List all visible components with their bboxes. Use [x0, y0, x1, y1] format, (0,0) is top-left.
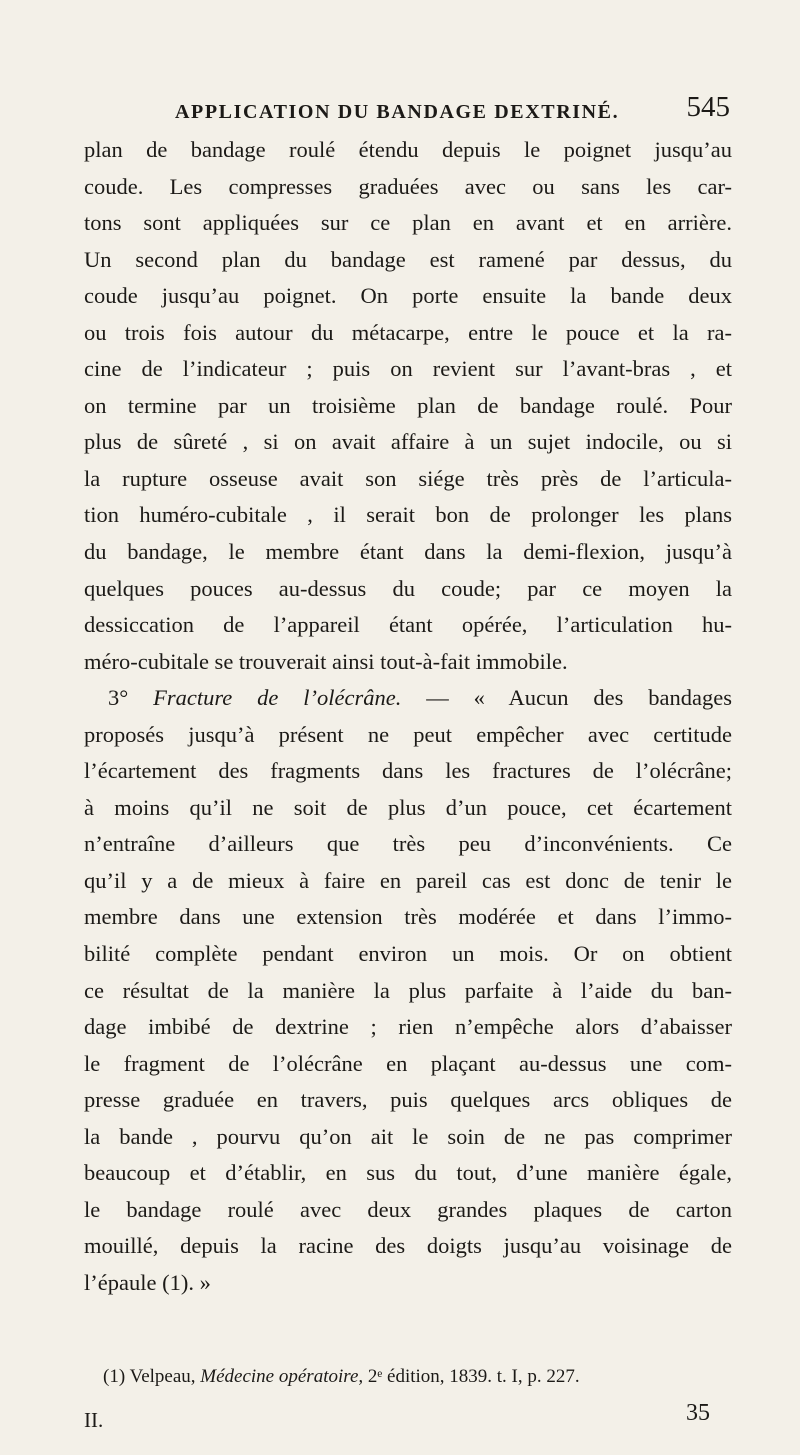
text-line: plus de sûreté , si on avait affaire à un sujet indocile, ou si	[84, 429, 732, 455]
text-line: presse graduée en travers, puis quelques arcs obliques de	[84, 1087, 732, 1113]
text-line: ou trois fois autour du métacarpe, entre le pouce et la ra-	[84, 319, 732, 345]
text-line: l’épaule (1). »	[84, 1269, 211, 1295]
footnote-marker: (1)	[103, 1366, 126, 1387]
text-line: du bandage, le membre étant dans la demi-flexion, jusqu’à	[84, 539, 732, 565]
section-first-line: — « Aucun des bandages	[426, 685, 732, 711]
text-line: le fragment de l’olécrâne en plaçant au-dessus une com-	[84, 1050, 732, 1076]
text-line: coude jusqu’au poignet. On porte ensuite la bande deux	[84, 283, 732, 309]
footnote-author: Velpeau,	[129, 1366, 196, 1387]
text-line: dessiccation de l’appareil étant opérée, l’articulation hu-	[84, 612, 732, 638]
page-number: 545	[686, 91, 730, 123]
volume-signature: II.	[84, 1408, 104, 1432]
text-line: à moins qu’il ne soit de plus d’un pouce, cet écartement	[84, 794, 732, 820]
sheet-signature: 35	[686, 1400, 710, 1426]
text-line: on termine par un troisième plan de bandage roulé. Pour	[84, 392, 732, 418]
text-line: n’entraîne d’ailleurs que très peu d’inconvénients. Ce	[84, 831, 732, 857]
footnote-work: Médecine opératoire,	[200, 1366, 364, 1387]
section-heading-line	[84, 680, 732, 717]
section-title: Fracture de l’olécrâne.	[153, 685, 402, 711]
body-text	[84, 132, 732, 1302]
text-line: tons sont appliquées sur ce plan en avant et en arrière.	[84, 210, 732, 236]
text-line: Un second plan du bandage est ramené par dessus, du	[84, 246, 732, 272]
text-line: proposés jusqu’à présent ne peut empêcher avec certitude	[84, 721, 732, 747]
running-title: APPLICATION DU BANDAGE DEXTRINÉ.	[175, 101, 620, 123]
text-line: mouillé, depuis la racine des doigts jusqu’au voisinage de	[84, 1233, 732, 1259]
text-line: la bande , pourvu qu’on ait le soin de ne pas comprimer	[84, 1123, 732, 1149]
text-line: la rupture osseuse avait son siége très près de l’articula-	[84, 465, 732, 491]
text-line: coude. Les compresses graduées avec ou sans les car-	[84, 173, 732, 199]
text-line: bilité complète pendant environ un mois. Or on obtient	[84, 941, 732, 967]
section-number: 3°	[108, 685, 129, 711]
text-line: quelques pouces au-dessus du coude; par ce moyen la	[84, 575, 732, 601]
text-line: qu’il y a de mieux à faire en pareil cas est donc de tenir le	[84, 867, 732, 893]
text-line: membre dans une extension très modérée et dans l’immo-	[84, 904, 732, 930]
footnote	[103, 1366, 743, 1388]
text-line: ce résultat de la manière la plus parfaite à l’aide du ban-	[84, 977, 732, 1003]
text-line: beaucoup et d’établir, en sus du tout, d’une manière égale,	[84, 1160, 732, 1186]
text-line: plan de bandage roulé étendu depuis le poignet jusqu’au	[84, 137, 732, 162]
text-line: tion huméro-cubitale , il serait bon de prolonger les plans	[84, 502, 732, 528]
footnote-details: 2ᵉ édition, 1839. t. I, p. 227.	[367, 1366, 580, 1387]
text-line: cine de l’indicateur ; puis on revient sur l’avant-bras , et	[84, 356, 732, 382]
text-line: le bandage roulé avec deux grandes plaques de carton	[84, 1196, 732, 1222]
running-head	[175, 91, 730, 131]
text-line: dage imbibé de dextrine ; rien n’empêche alors d’abaisser	[84, 1014, 732, 1040]
text-line: l’écartement des fragments dans les fractures de l’olécrâne;	[84, 758, 732, 784]
text-line: méro-cubitale se trouverait ainsi tout-à-fait immobile.	[84, 648, 568, 674]
